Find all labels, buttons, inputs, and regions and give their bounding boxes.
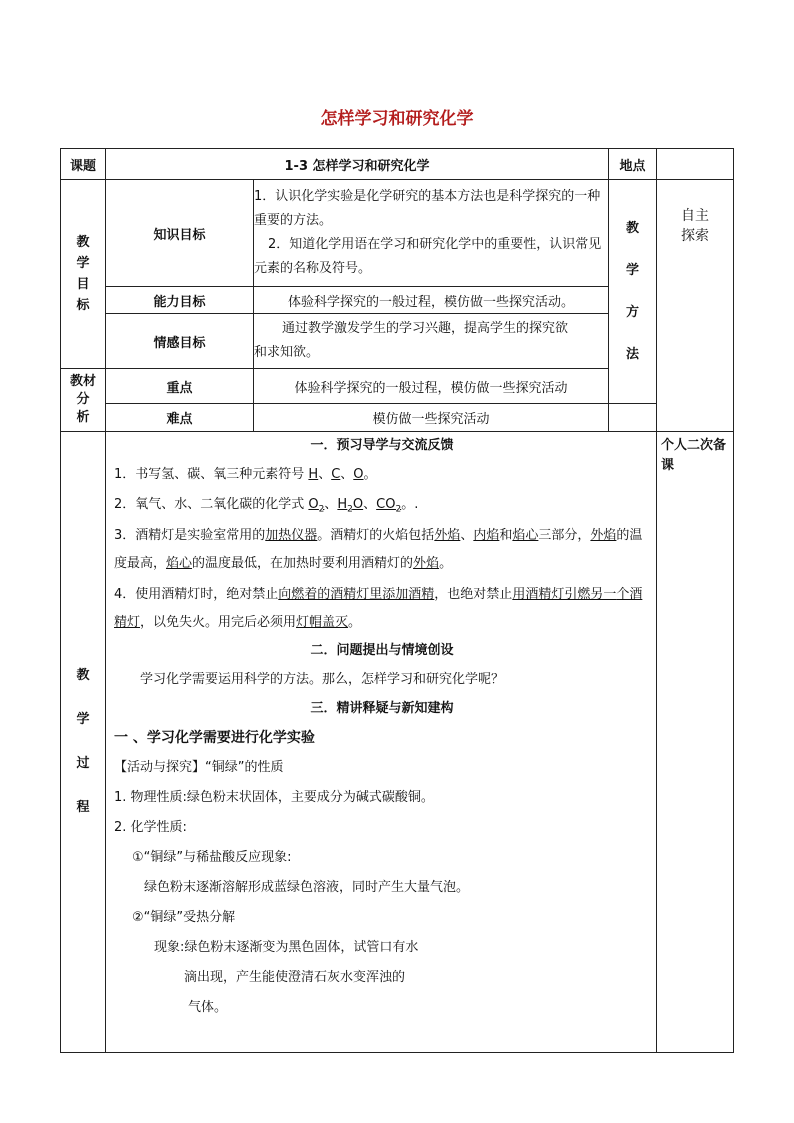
symbol-o: O [353, 467, 364, 482]
personal-notes-column: 个人二次备课 [657, 432, 734, 1053]
location-label: 地点 [609, 149, 657, 180]
section-3-title: 三．精讲释疑与新知建构 [310, 701, 454, 716]
objectives-label-1: 教 [76, 235, 90, 250]
method-label [609, 180, 657, 404]
item-3-a: 3．酒精灯是实验室常用的 [114, 528, 266, 543]
item-3-b: 。酒精灯的火焰包括 [317, 528, 435, 543]
header-row [61, 149, 734, 180]
chemical-property-2: ②“铜绿”受热分解 [132, 910, 236, 925]
formula-o2 [308, 497, 325, 515]
knowledge-row [61, 180, 734, 287]
method-label-3: 方 [626, 304, 640, 320]
chemical-property-1-text: 绿色粉末逐渐溶解形成蓝绿色溶液，同时产生大量气泡。 [144, 880, 470, 895]
method-label-1: 教 [626, 220, 640, 236]
difficulty-text: 模仿做一些探究活动 [254, 404, 609, 432]
item-1 [114, 460, 650, 490]
chemical-property: 2. 化学性质: [114, 820, 187, 835]
objectives-label-2: 学 [76, 256, 90, 271]
document-title: 怎样学习和研究化学 [320, 109, 474, 129]
method-label-4: 法 [626, 346, 640, 362]
section-2-title: 二．问题提出与情境创设 [310, 643, 454, 658]
knowledge-text [254, 180, 609, 287]
difficulty-label: 难点 [106, 404, 254, 432]
process-label [61, 432, 106, 1053]
item-3-u5: 外焰 [590, 528, 617, 543]
item-3-u2: 外焰 [434, 528, 461, 543]
item-4 [114, 581, 650, 637]
item-4-u3: 灯帽盖灭 [296, 615, 349, 630]
item-3 [114, 522, 650, 578]
formula-co2-main: CO [376, 497, 396, 512]
process-label-2: 学 [76, 712, 90, 727]
formula-h2o-h: H [337, 497, 348, 512]
process-label-4: 程 [76, 800, 90, 815]
formula-o2-sub: 2 [318, 504, 325, 515]
knowledge-item-2: 2．知道化学用语在学习和研究化学中的重要性，认识常见元素的名称及符号。 [254, 237, 602, 276]
item-1-end: 。 [363, 467, 377, 482]
item-3-h: 。 [439, 556, 453, 571]
objectives-section-label [61, 180, 106, 369]
symbol-c: C [331, 467, 341, 482]
lesson-plan-table [60, 148, 734, 1053]
process-label-3: 过 [76, 756, 90, 771]
chemical-property-2-text-3: 气体。 [188, 1000, 228, 1015]
ability-label: 能力目标 [106, 287, 254, 314]
knowledge-label: 知识目标 [106, 180, 254, 287]
formula-co2 [376, 497, 402, 515]
item-2-sep1: 、 [324, 497, 338, 512]
item-3-u7: 外焰 [413, 556, 440, 571]
item-4-b: ，也绝对禁止 [434, 587, 513, 602]
analysis-label [61, 369, 106, 432]
formula-h2o-o: O [352, 497, 364, 512]
method-value-wrap [657, 206, 733, 246]
difficulty-row [61, 404, 734, 432]
analysis-label-3: 析 [76, 410, 90, 425]
item-3-g: 的温度最低，在加热时要利用酒精灯的 [192, 556, 414, 571]
item-2-sep2: 、 [363, 497, 377, 512]
formula-co2-sub: 2 [395, 504, 402, 515]
item-3-u3: 内焰 [473, 528, 500, 543]
item-1-sep2: 、 [340, 467, 354, 482]
method-label-2: 学 [626, 262, 640, 278]
item-4-d: 。 [348, 615, 362, 630]
key-label: 重点 [106, 369, 254, 404]
item-2-text: 2．氧气、水、二氧化碳的化学式 [114, 497, 309, 512]
objectives-label-4: 标 [76, 298, 90, 313]
formula-h2o-sub: 2 [347, 504, 353, 515]
section-2-text: 学习化学需要运用科学的方法。那么，怎样学习和研究化学呢？ [140, 672, 505, 687]
item-4-u2b: 个酒精灯 [114, 587, 643, 630]
item-1-sep1: 、 [318, 467, 332, 482]
formula-h2o [337, 497, 364, 515]
item-3-d: 和 [499, 528, 513, 543]
formula-o2-main: O [308, 497, 319, 512]
item-3-u4: 焰心 [512, 528, 539, 543]
chemical-property-2-text-2: 滴出现，产生能使澄清石灰水变浑浊的 [184, 970, 406, 985]
topic-label: 课题 [61, 149, 106, 180]
method-value [657, 180, 734, 432]
knowledge-item-1: 1．认识化学实验是化学研究的基本方法也是科学探究的一种重要的方法。 [254, 189, 601, 228]
item-2 [114, 490, 650, 520]
item-3-e: 三部分， [538, 528, 591, 543]
method-value-1: 自主 [681, 207, 710, 224]
method-value-2: 探索 [681, 227, 710, 244]
item-3-f: 的温度最高， [114, 528, 643, 571]
location-value [657, 149, 734, 180]
key-text: 体验科学探究的一般过程，模仿做一些探究活动 [254, 369, 609, 404]
emotion-label: 情感目标 [106, 314, 254, 369]
analysis-label-1: 教材 [69, 374, 96, 389]
symbol-h: H [308, 467, 319, 482]
item-4-a: 4．使用酒精灯时，绝对禁止 [114, 587, 279, 602]
physical-property: 1. 物理性质:绿色粉末状固体，主要成分为碱式碳酸铜。 [114, 790, 434, 805]
item-3-u1: 加热仪器 [265, 528, 318, 543]
process-row [61, 432, 734, 1053]
item-4-u2a: 用酒精灯引燃另一 [512, 587, 617, 602]
item-4-u1: 向燃着的酒精灯里添加酒精 [278, 587, 435, 602]
analysis-label-2: 分 [76, 392, 90, 407]
item-1-text: 1．书写氢、碳、氧三种元素符号 [114, 467, 309, 482]
topic-value: 1-3 怎样学习和研究化学 [106, 149, 609, 180]
difficulty-method-cell [609, 404, 657, 432]
objectives-label-3: 目 [76, 277, 90, 292]
section-1-title: 一．预习导学与交流反馈 [310, 438, 454, 453]
process-content [106, 432, 657, 1053]
item-2-end: 。. [401, 497, 419, 512]
subsection-1-title: 一 、学习化学需要进行化学实验 [114, 730, 315, 746]
chemical-property-2-text-1: 现象:绿色粉末逐渐变为黑色固体，试管口有水 [154, 940, 419, 955]
item-3-c: 、 [460, 528, 474, 543]
activity-heading: 【活动与探究】“铜绿”的性质 [114, 760, 284, 775]
ability-text: 体验科学探究的一般过程，模仿做一些探究活动。 [254, 287, 609, 314]
emotion-text: 通过教学激发学生的学习兴趣，提高学生的探究欲和求知欲。 [254, 314, 609, 369]
chemical-property-1: ①“铜绿”与稀盐酸反应现象: [132, 850, 292, 865]
process-label-1: 教 [76, 668, 90, 683]
item-3-u6: 焰心 [166, 556, 193, 571]
item-4-c: ，以免失火。用完后必须用 [140, 615, 297, 630]
